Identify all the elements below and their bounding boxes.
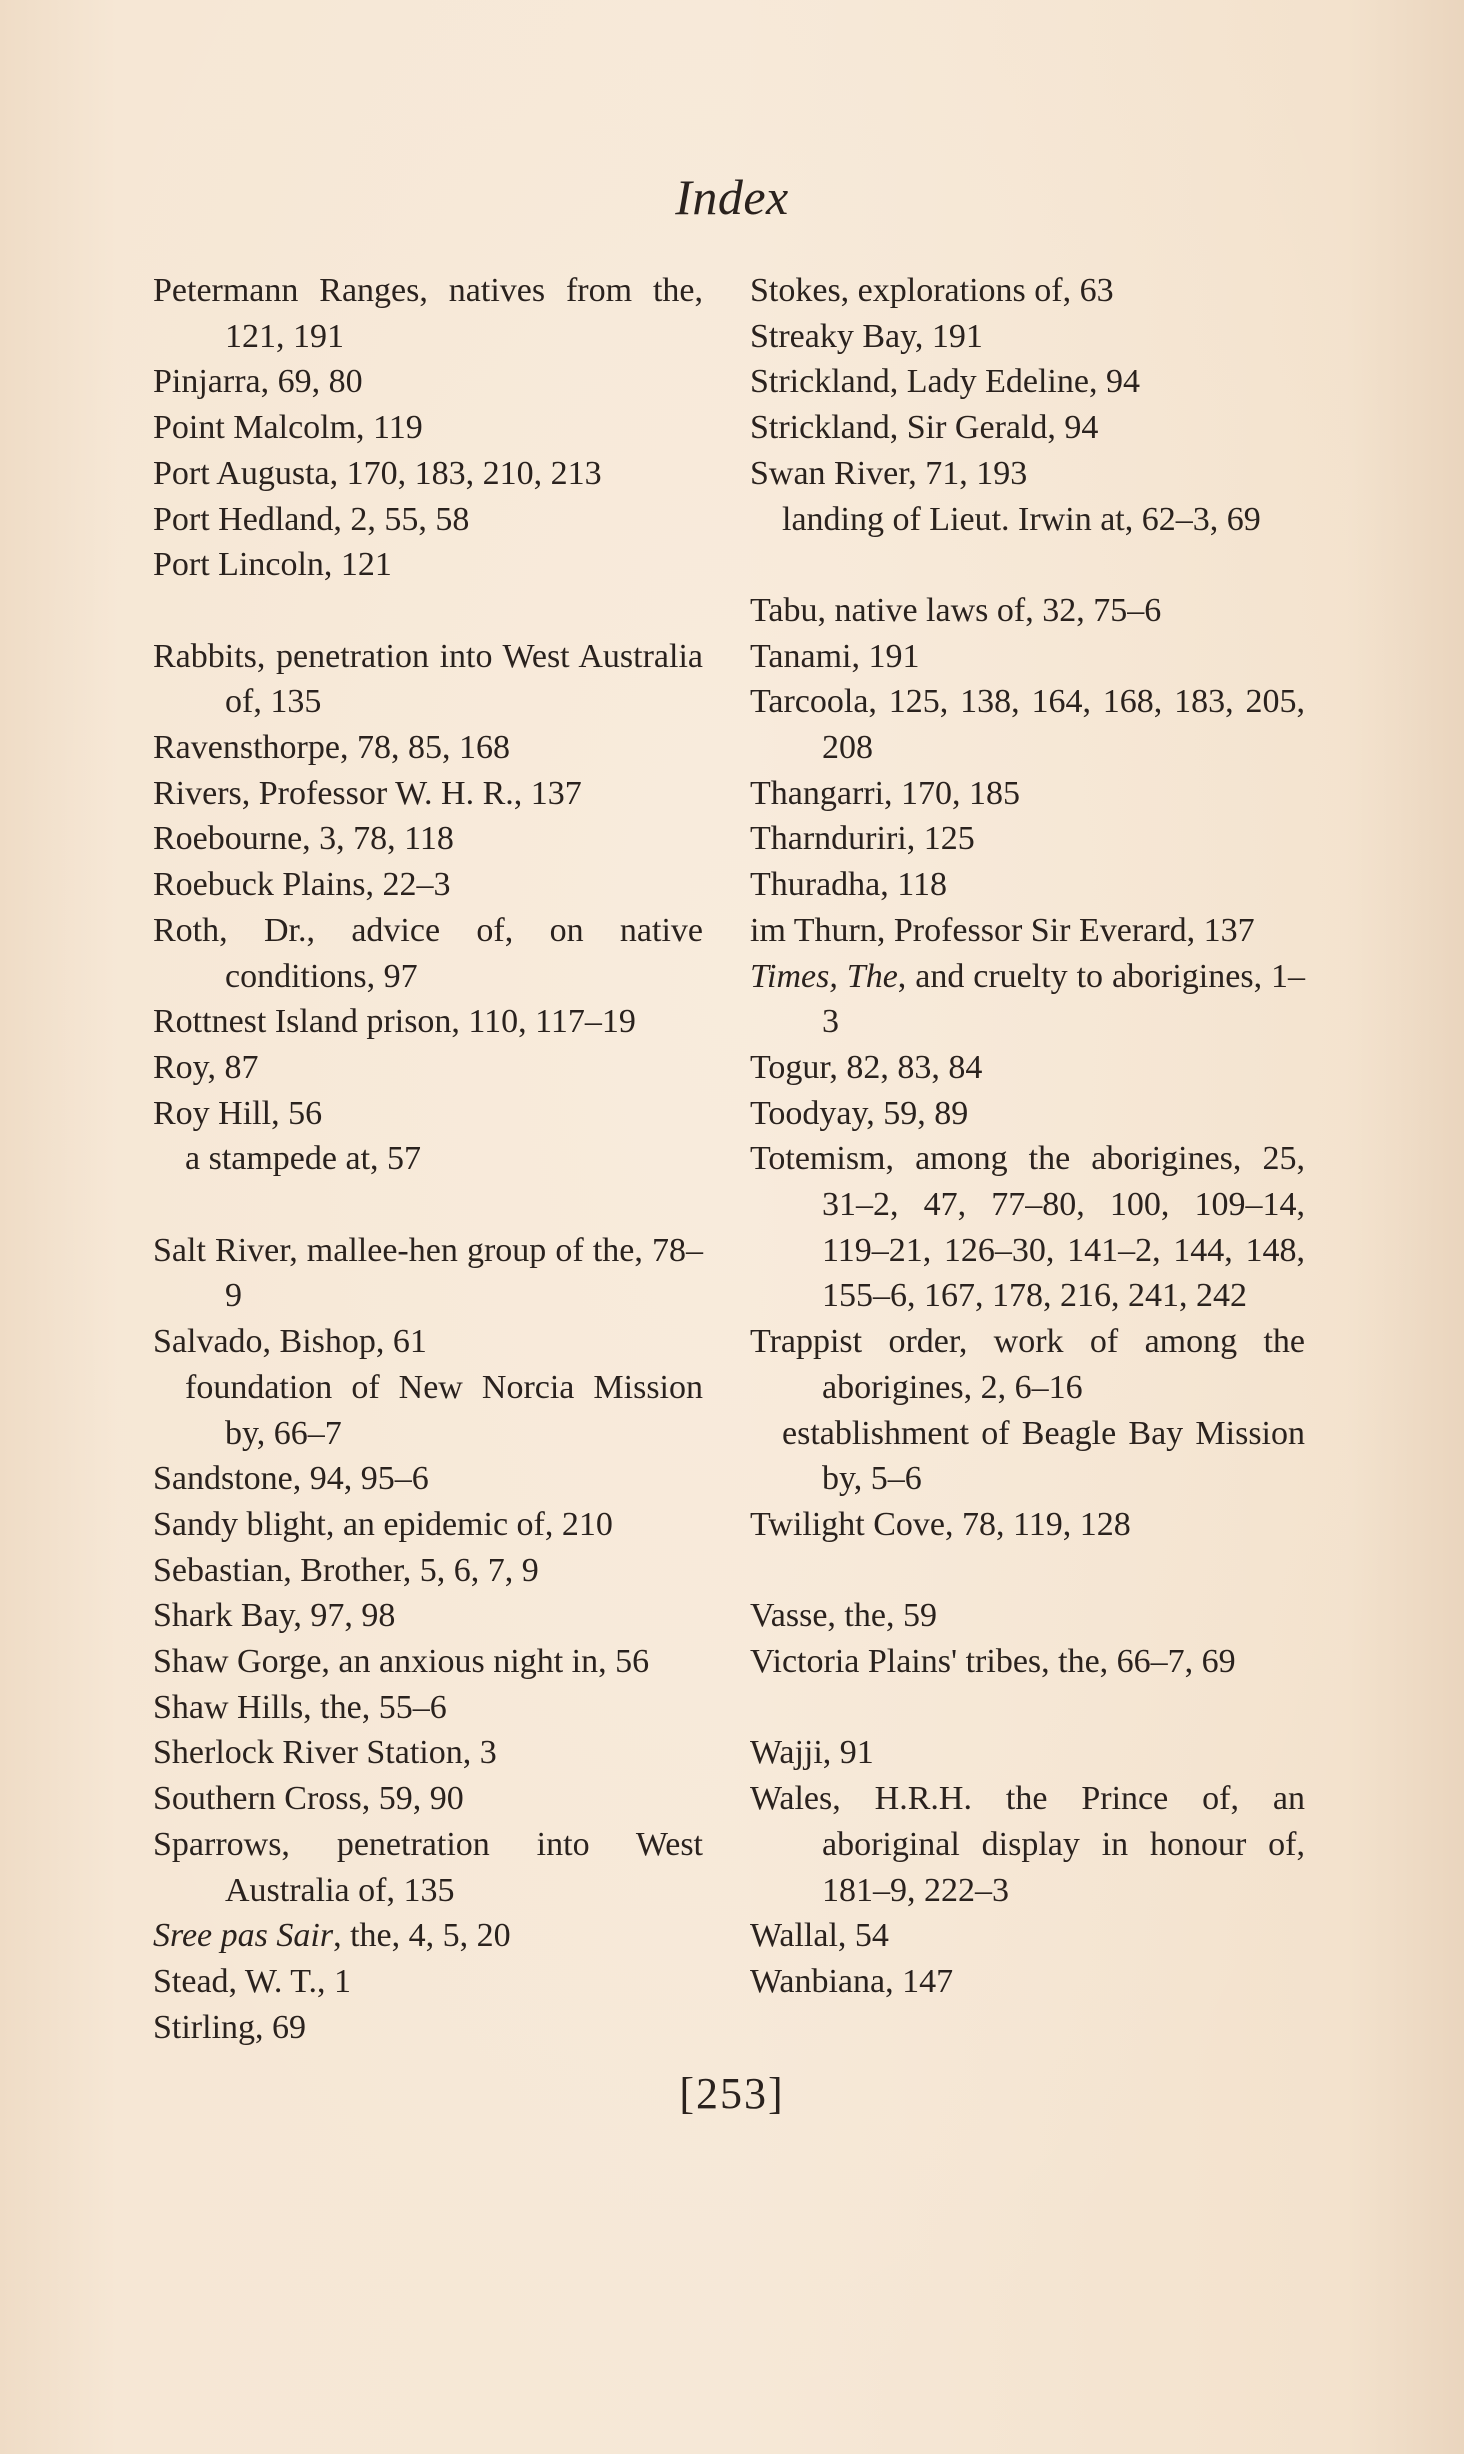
index-entry [750, 816, 1305, 862]
section-gap [750, 1548, 1305, 1594]
index-entry [750, 1959, 1305, 2005]
index-entry [153, 268, 703, 359]
index-entry-text: Toodyay, 59, 89 [750, 1094, 969, 1132]
index-entry-text: Petermann Ranges, natives from the, 121, 191 [153, 272, 703, 355]
index-entry-text: Roy Hill, 56 [153, 1094, 323, 1132]
index-entry-text: Tanami, 191 [750, 637, 920, 675]
index-entry-text: Port Hedland, 2, 55, 58 [153, 500, 470, 538]
index-entry-text: Sherlock River Station, 3 [153, 1734, 497, 1772]
index-entry [750, 1045, 1305, 1091]
index-entry [153, 2005, 703, 2051]
index-entry [153, 1502, 703, 1548]
index-entry [750, 634, 1305, 680]
index-entry [153, 1685, 703, 1731]
index-entry [750, 1639, 1305, 1685]
index-entry-text: Strickland, Lady Edeline, 94 [750, 363, 1140, 401]
index-subentry [750, 1411, 1305, 1502]
index-entry-text: Tarcoola, 125, 138, 164, 168, 183, 205, 208 [750, 683, 1305, 767]
index-entry-text: Totemism, among the aborigines, 25, 31–2, 47, 77–80, 100, 109–14, 119–21, 126–30, 141–2, 144, 148, 155–6, 167, 178, 216, 241, 242 [750, 1140, 1305, 1315]
index-entry [153, 1319, 703, 1365]
index-entry [153, 497, 703, 543]
index-entry-text: , and cruelty to aborigines, 1–3 [822, 957, 1306, 1041]
index-entry [153, 1593, 703, 1639]
index-entry-text: Ravensthorpe, 78, 85, 168 [153, 729, 510, 767]
index-entry-text: Tabu, native laws of, 32, 75–6 [750, 591, 1162, 629]
index-entry-text: a stampede at, 57 [185, 1140, 422, 1178]
index-entry [153, 405, 703, 451]
index-entry-text: Twilight Cove, 78, 119, 128 [750, 1505, 1131, 1543]
index-entry [750, 314, 1305, 360]
index-entry-text: Trappist order, work of among the aborigines, 2, 6–16 [750, 1323, 1305, 1406]
index-entry-text: Stokes, explorations of, 63 [750, 272, 1114, 309]
index-entry [153, 816, 703, 862]
index-entry-text: establishment of Beagle Bay Mission by, 5–6 [782, 1414, 1305, 1498]
index-entry [153, 999, 703, 1045]
index-entry-text: Port Lincoln, 121 [153, 546, 392, 584]
index-entry [750, 1502, 1305, 1548]
index-entry [153, 1456, 703, 1502]
index-entry-text: im Thurn, Professor Sir Everard, 137 [750, 911, 1255, 949]
index-entry-text: Wajji, 91 [750, 1734, 874, 1772]
index-entry [153, 359, 703, 405]
index-entry [153, 908, 703, 999]
index-entry [153, 771, 703, 817]
index-entry-text: , the, 4, 5, 20 [333, 1917, 511, 1955]
index-entry-text: Streaky Bay, 191 [750, 317, 983, 355]
index-entry [750, 1091, 1305, 1137]
index-entry-text: Pinjarra, 69, 80 [153, 363, 363, 401]
index-entry-text: Roth, Dr., advice of, on native conditions, 97 [153, 911, 703, 995]
index-entry [153, 1913, 703, 1959]
index-entry [153, 1228, 703, 1319]
index-entry-text: Port Augusta, 170, 183, 210, 213 [153, 454, 602, 492]
index-entry [750, 771, 1305, 817]
index-entry [153, 1730, 703, 1776]
index-entry [153, 862, 703, 908]
index-entry [750, 1913, 1305, 1959]
index-entry [750, 405, 1305, 451]
index-entry-text: Sebastian, Brother, 5, 6, 7, 9 [153, 1551, 539, 1589]
index-entry [153, 634, 703, 725]
index-entry-text: Shaw Hills, the, 55–6 [153, 1688, 447, 1726]
index-column-right [750, 268, 1305, 2005]
index-entry-text: Roebuck Plains, 22–3 [153, 866, 451, 904]
index-entry-italic: Times, The [750, 957, 898, 995]
index-entry [750, 1593, 1305, 1639]
index-entry [750, 1730, 1305, 1776]
index-entry [153, 1045, 703, 1091]
page-title: Index [675, 169, 789, 225]
section-gap [750, 1685, 1305, 1731]
index-entry-text: Sandstone, 94, 95–6 [153, 1460, 429, 1498]
index-entry-text: landing of Lieut. Irwin at, 62–3, 69 [782, 500, 1261, 538]
index-entry [750, 862, 1305, 908]
index-entry-text: Rottnest Island prison, 110, 117–19 [153, 1003, 636, 1041]
index-entry-text: Shaw Gorge, an anxious night in, 56 [153, 1643, 650, 1681]
index-entry [750, 588, 1305, 634]
index-entry-text: Togur, 82, 83, 84 [750, 1048, 983, 1086]
index-entry [750, 908, 1305, 954]
index-entry-text: Roebourne, 3, 78, 118 [153, 820, 454, 858]
index-entry-text: Stead, W. T., 1 [153, 1962, 352, 2000]
index-entry-text: Thangarri, 170, 185 [750, 774, 1021, 812]
section-gap [153, 588, 703, 634]
index-entry [750, 679, 1305, 770]
index-entry [153, 1548, 703, 1594]
index-entry [153, 725, 703, 771]
index-entry-text: Point Malcolm, 119 [153, 409, 423, 447]
index-entry-text: Sparrows, penetration into West Australia of, 135 [153, 1825, 703, 1909]
index-subentry [153, 1136, 703, 1182]
index-entry [153, 1822, 703, 1913]
index-subentry [750, 497, 1305, 543]
index-entry [750, 451, 1305, 497]
index-subentry [153, 1365, 703, 1456]
index-entry-text: Sandy blight, an epidemic of, 210 [153, 1505, 613, 1543]
section-gap [750, 542, 1305, 588]
index-entry-text: Rivers, Professor W. H. R., 137 [153, 774, 582, 812]
index-entry [750, 1319, 1305, 1410]
index-entry-italic: Sree pas Sair [153, 1917, 334, 1955]
index-entry-text: foundation of New Norcia Mission by, 66–7 [185, 1368, 703, 1452]
index-entry [750, 359, 1305, 405]
index-entry [153, 542, 703, 588]
index-entry [750, 1776, 1305, 1913]
index-entry-text: Stirling, 69 [153, 2008, 307, 2046]
index-entry-text: Salvado, Bishop, 61 [153, 1323, 427, 1361]
index-entry [750, 268, 1305, 314]
index-entry-text: Vasse, the, 59 [750, 1597, 937, 1635]
index-entry-text: Thuradha, 118 [750, 866, 948, 904]
index-entry-text: Swan River, 71, 193 [750, 454, 1028, 492]
index-entry [153, 1639, 703, 1685]
index-entry-text: Salt River, mallee-hen group of the, 78–9 [153, 1231, 703, 1315]
index-entry-text: Wanbiana, 147 [750, 1962, 954, 2000]
index-entry-text: Tharnduriri, 125 [750, 820, 975, 858]
index-entry [153, 451, 703, 497]
page-number: [253] [679, 2069, 785, 2118]
index-entry-text: Rabbits, penetration into West Australia of, 135 [153, 637, 703, 721]
section-gap [153, 1182, 703, 1228]
index-entry [153, 1776, 703, 1822]
index-entry-text: Wallal, 54 [750, 1917, 889, 1955]
index-column-left [153, 268, 703, 2050]
index-entry-text: Southern Cross, 59, 90 [153, 1780, 464, 1818]
index-entry-text: Strickland, Sir Gerald, 94 [750, 409, 1099, 447]
index-entry-text: Roy, 87 [153, 1048, 259, 1086]
index-entry [153, 1091, 703, 1137]
index-entry-text: Victoria Plains' tribes, the, 66–7, 69 [750, 1643, 1236, 1681]
index-entry [750, 1136, 1305, 1319]
index-entry [750, 954, 1305, 1045]
index-entry-text: Shark Bay, 97, 98 [153, 1597, 396, 1635]
index-entry-text: Wales, H.R.H. the Prince of, an aboriginal display in honour of, 181–9, 222–3 [750, 1780, 1305, 1909]
index-entry [153, 1959, 703, 2005]
